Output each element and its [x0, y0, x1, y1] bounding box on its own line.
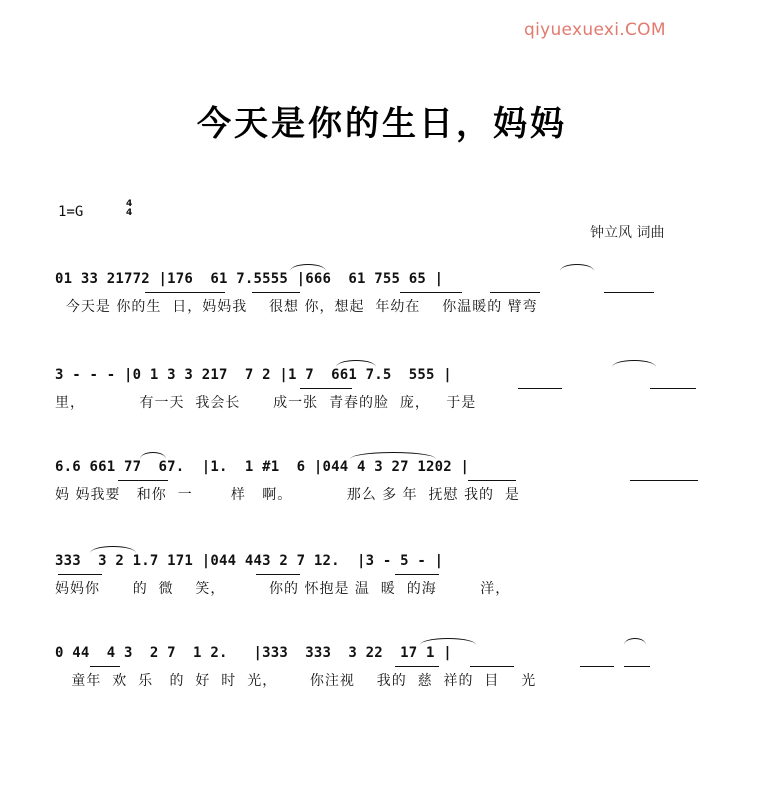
rhythm-underline [468, 480, 516, 481]
rhythm-underline [395, 666, 439, 667]
slur-mark [560, 264, 594, 271]
score-line-3 [55, 456, 717, 506]
rhythm-underline [145, 292, 225, 293]
rhythm-underline [650, 388, 696, 389]
score-line-5 [55, 642, 717, 692]
lyrics-line-5: 童年 欢 乐 的 好 时 光， 你注视 我的 慈 祥的 目 光 [55, 673, 537, 689]
slur-mark [336, 360, 376, 367]
notes-line-3: 6.6 661 77 67. |1. 1 #1 6 |044 4 3 27 1202 | [55, 459, 470, 475]
score-line-1 [55, 268, 717, 318]
slur-mark [350, 452, 436, 459]
rhythm-underline [580, 666, 614, 667]
rhythm-underline [300, 388, 352, 389]
song-title: 今天是你的生日，妈妈 [197, 104, 567, 144]
rhythm-underline [90, 666, 120, 667]
time-signature-top: 4 [126, 199, 133, 209]
score-line-4 [55, 550, 717, 600]
rhythm-underline [624, 666, 650, 667]
lyrics-line-2: 里， 有一天 我会长 成一张 青春的脸 庞， 于是 [55, 395, 477, 411]
rhythm-underline [395, 574, 439, 575]
slur-mark [624, 638, 646, 645]
notes-line-4: 333 3 2 1.7 171 |044 443 2 7 12. |3 - 5 - | [55, 553, 444, 569]
rhythm-underline [630, 480, 698, 481]
slur-mark [90, 546, 136, 553]
credits: 钟立风 词曲 [590, 225, 665, 241]
slur-mark [290, 264, 326, 271]
rhythm-underline [252, 292, 300, 293]
watermark: qiyuexuexi.COM [524, 20, 666, 40]
notes-line-5: 0 44 4 3 2 7 1 2. |333 333 3 22 17 1 | [55, 645, 452, 661]
rhythm-underline [490, 292, 540, 293]
score-line-2 [55, 364, 717, 414]
time-signature-bottom: 4 [126, 208, 133, 218]
rhythm-underline [256, 574, 300, 575]
rhythm-underline [518, 388, 562, 389]
rhythm-underline [58, 574, 102, 575]
lyrics-line-4: 妈妈你 的 微 笑， 你的 怀抱是 温 暖 的海 洋， [55, 581, 511, 597]
rhythm-underline [604, 292, 654, 293]
slur-mark [612, 360, 656, 367]
slur-mark [420, 638, 476, 645]
rhythm-underline [118, 480, 168, 481]
notes-line-1: 01 33 21772 |176 61 7.5555 |666 61 755 65 | [55, 271, 444, 287]
time-signature [126, 200, 132, 218]
key-signature: 1=G [58, 204, 84, 220]
rhythm-underline [470, 666, 514, 667]
lyrics-line-1: 今天是 你的生 日，妈妈我 很想 你，想起 年幼在 你温暖的 臂弯 [55, 299, 538, 315]
slur-mark [140, 452, 166, 459]
notes-line-2: 3 - - - |0 1 3 3 217 7 2 |1 7 661 7.5 555 | [55, 367, 452, 383]
lyrics-line-3: 妈 妈我要 和你 一 样 啊。 那么 多 年 抚慰 我的 是 [55, 487, 520, 503]
rhythm-underline [400, 292, 462, 293]
